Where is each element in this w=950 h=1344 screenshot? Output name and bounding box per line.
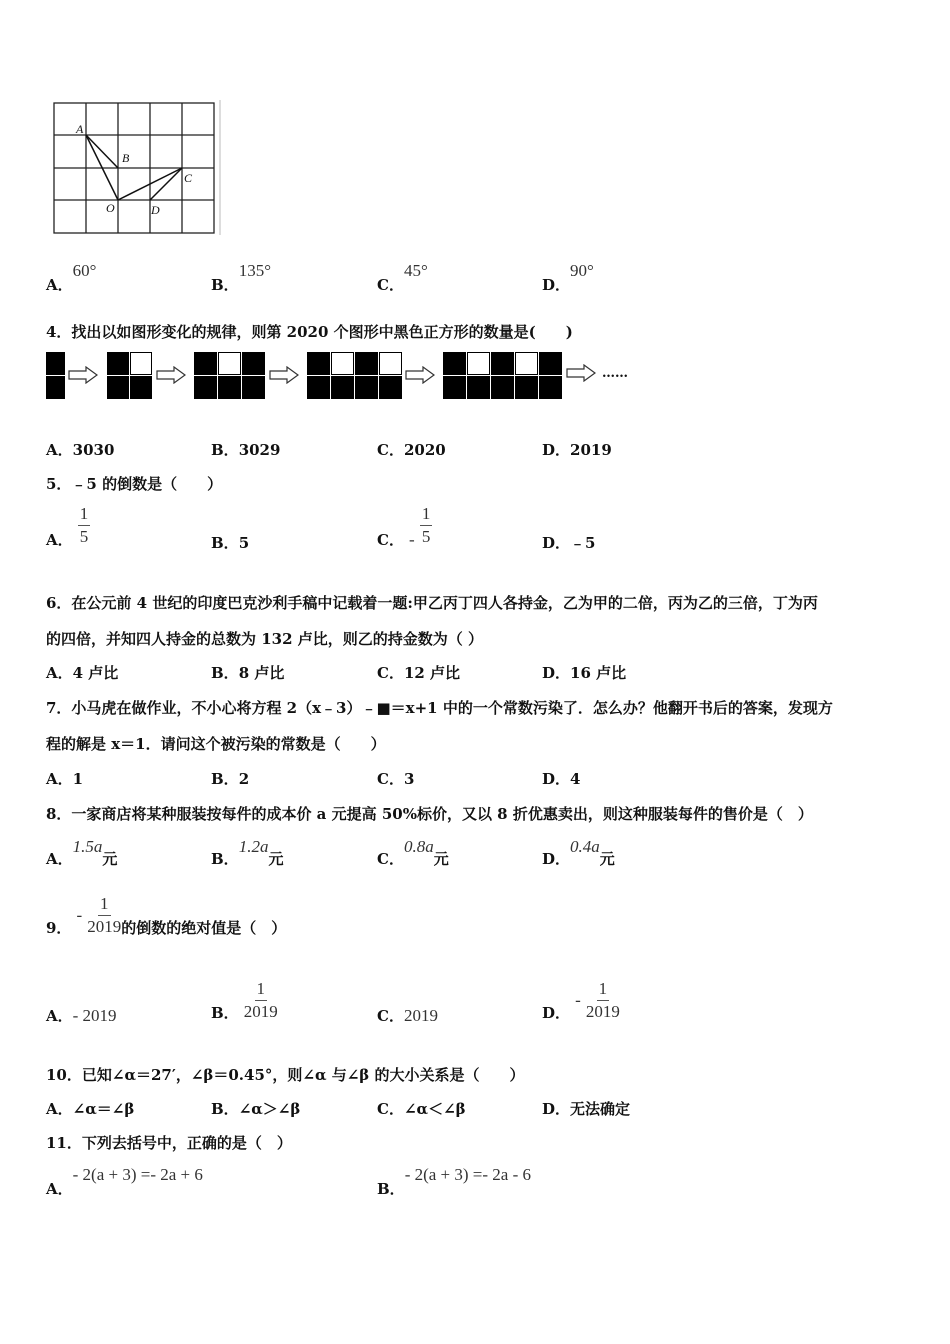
q4-stem: 4．找出以如图形变化的规律，则第 2020 个图形中黑色正方形的数量是( ) — [46, 323, 573, 341]
q6-option-c[interactable]: C．12 卢比 — [377, 664, 461, 682]
q7-stem-line2: 程的解是 x＝1．请问这个被污染的常数是（ ） — [46, 735, 386, 753]
q4-option-c[interactable]: C．2020 — [377, 441, 446, 459]
q11-option-b[interactable]: B．- 2(a + 3) =- 2a - 6 — [377, 1165, 532, 1198]
q10-option-c[interactable]: C．∠α＜∠β — [377, 1100, 466, 1118]
q9-option-d[interactable]: D． - $\frac{1}{2019}$ — [542, 979, 620, 1022]
q4-ellipsis: …… — [602, 366, 628, 381]
q10-stem: 10．已知∠α＝27′，∠β＝0.45°，则∠α 与∠β 的大小关系是（ ） — [46, 1066, 525, 1084]
q11-option-a[interactable]: A．- 2(a + 3) =- 2a + 6 — [46, 1165, 203, 1198]
q6-stem-line1: 6．在公元前 4 世纪的印度巴克沙利手稿中记载着一题:甲乙丙丁四人各持金，乙为甲的二倍，丙为乙的三倍，丁为丙 — [46, 594, 818, 612]
q4-option-a[interactable]: A．3030 — [46, 441, 115, 459]
q3-option-a[interactable]: A．60° — [46, 261, 97, 294]
q7-option-c[interactable]: C．3 — [377, 770, 415, 788]
q9-stem: 9． - $\frac{1}{2019}$ 的倒数的绝对值是（ ） — [46, 894, 287, 937]
q9-stem-fraction: $\frac{1}{2019}$ — [87, 894, 122, 936]
q5-option-a[interactable]: A． $\frac{1}{5}$ — [46, 504, 89, 549]
q10-option-a[interactable]: A．∠α＝∠β — [46, 1100, 135, 1118]
q5-a-fraction: $\frac{1}{5}$ — [79, 504, 89, 546]
label-D: D — [151, 203, 160, 217]
label-B: B — [122, 151, 130, 165]
q5-stem: 5．﹣5 的倒数是（ ） — [46, 475, 223, 493]
q5-option-d[interactable]: D．﹣5 — [542, 534, 596, 552]
q3-option-b[interactable]: B．135° — [211, 261, 271, 294]
q8-option-a[interactable]: A．1.5a元 — [46, 837, 118, 868]
q4-pattern-figure — [46, 352, 646, 402]
q5-option-b[interactable]: B．5 — [211, 534, 250, 552]
q3-option-d[interactable]: D．90° — [542, 261, 594, 294]
q7-stem-line1: 7．小马虎在做作业，不小心将方程 2（x﹣3）﹣■＝x+1 中的一个常数污染了．怎么办？他翻开书后的答案，发现方 — [46, 699, 833, 717]
q9-b-fraction: $\frac{1}{2019}$ — [243, 979, 278, 1021]
q6-option-a[interactable]: A．4 卢比 — [46, 664, 119, 682]
q7-option-d[interactable]: D．4 — [542, 770, 581, 788]
q9-option-c[interactable]: C．2019 — [377, 1006, 438, 1025]
q5-option-c[interactable]: C． - $\frac{1}{5}$ — [377, 504, 431, 549]
q8-option-b[interactable]: B．1.2a元 — [211, 837, 284, 868]
q5-c-fraction: $\frac{1}{5}$ — [421, 504, 431, 546]
q8-stem: 8．一家商店将某种服装按每件的成本价 a 元提高 50%标价，又以 8 折优惠卖出，则这种服装每件的售价是（ ） — [46, 805, 813, 823]
q3-grid-figure — [50, 100, 225, 238]
q9-option-a[interactable]: A．- 2019 — [46, 1006, 117, 1025]
q8-option-c[interactable]: C．0.8a元 — [377, 837, 449, 868]
q4-option-b[interactable]: B．3029 — [211, 441, 281, 459]
q6-option-d[interactable]: D．16 卢比 — [542, 664, 627, 682]
q4-option-d[interactable]: D．2019 — [542, 441, 612, 459]
label-O: O — [106, 201, 115, 215]
q9-option-b[interactable]: B． $\frac{1}{2019}$ — [211, 979, 278, 1022]
label-C: C — [184, 171, 193, 185]
q9-d-fraction: $\frac{1}{2019}$ — [585, 979, 620, 1021]
q3-option-c[interactable]: C．45° — [377, 261, 428, 294]
q7-option-b[interactable]: B．2 — [211, 770, 250, 788]
q10-option-b[interactable]: B．∠α＞∠β — [211, 1100, 301, 1118]
q6-option-b[interactable]: B．8 卢比 — [211, 664, 285, 682]
q7-option-a[interactable]: A．1 — [46, 770, 84, 788]
q10-option-d[interactable]: D．无法确定 — [542, 1100, 631, 1118]
q8-option-d[interactable]: D．0.4a元 — [542, 837, 615, 868]
label-A: A — [76, 122, 84, 136]
q11-stem: 11．下列去括号中，正确的是（ ） — [46, 1134, 292, 1152]
q6-stem-line2: 的四倍，并知四人持金的总数为 132 卢比，则乙的持金数为（ ） — [46, 630, 483, 648]
